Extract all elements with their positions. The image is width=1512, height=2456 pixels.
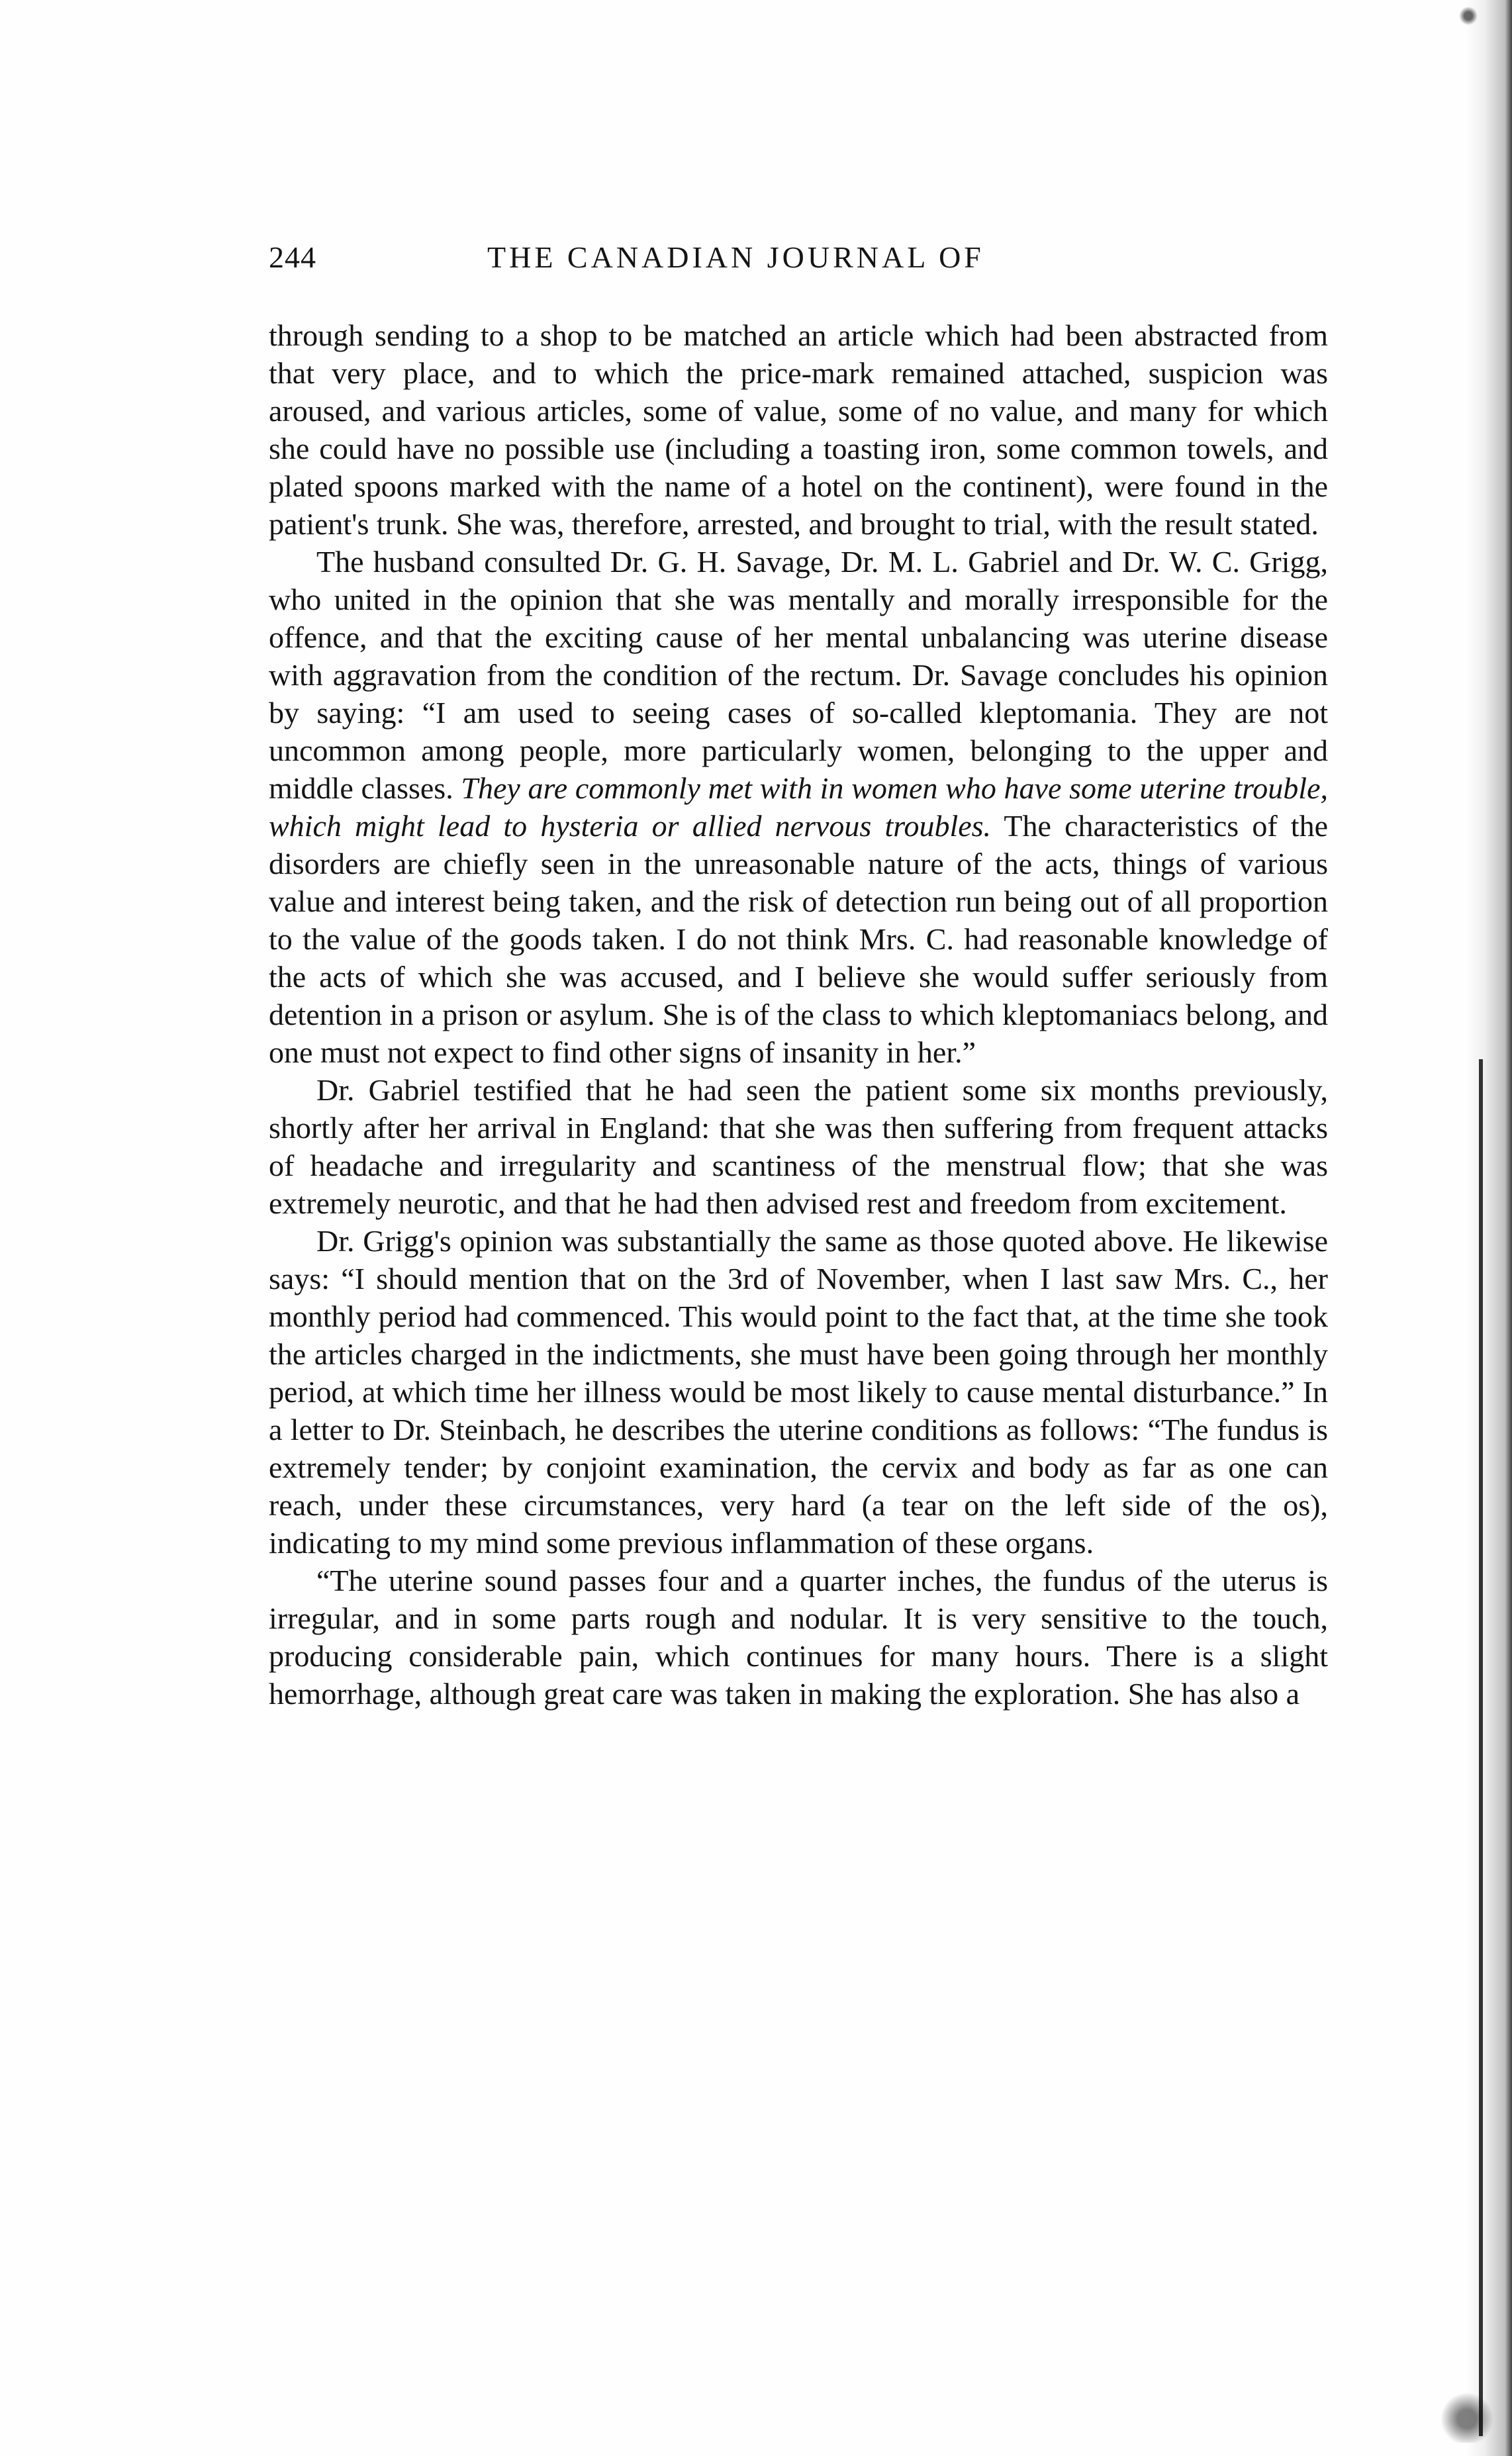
- paragraph-2: [269, 543, 1328, 1071]
- paragraph-1: through sending to a shop to be matched an article which had been abstracted from that very place, and to which the price-mark remained attached, suspicion was aroused, and various articles, some of value, some of no value, and many for which she could have no possible use (including a toasting iron, some common towels, and plated spoons marked with the name of a hotel on the continent), were found in the patient's trunk. She was, therefore, arrested, and brought to trial, with the result stated.: [269, 318, 1328, 541]
- paragraph-3: Dr. Gabriel testified that he had seen the patient some six months previously, shortly after her arrival in England: that she was then suffering from frequent attacks of headache and irregularity and scantiness of the menstrual flow; that she was extremely neurotic, and that he had then advised rest and freedom from excitement.: [269, 1073, 1328, 1220]
- page-header: [269, 240, 1341, 279]
- paragraph-5: “The uterine sound passes four and a quarter inches, the fundus of the uterus is irregular, and in some parts rough and nodular. It is very sensitive to the touch, producing considerable pain, which continues for many hours. There is a slight hemorrhage, although great care was taken in making the exploration. She has also a: [269, 1564, 1328, 1711]
- scan-speck-bottom: [1419, 2383, 1499, 2443]
- running-title: THE CANADIAN JOURNAL OF: [487, 240, 984, 274]
- scan-speck-top: [1452, 0, 1492, 40]
- paragraph-2-text-before-italic: The husband consulted Dr. G. H. Savage, Dr. M. L. Gabriel and Dr. W. C. Grigg, who united in the opinion that she was mentally and morally irresponsible for the offence, and that the exciting cause of her mental unbalancing was uterine disease with aggravation from the condition of the rectum. Dr. Savage concludes his opinion by saying: “I am used to seeing cases of so-called kleptomania. They are not uncommon among people, more particularly women, belonging to the upper and middle classes.: [269, 545, 1328, 805]
- paragraph-2-text-after-italic: The characteristics of the disorders are chiefly seen in the unreasonable nature of the acts, things of various value and interest being taken, and the risk of detection run being out of all proportion to the value of the goods taken. I do not think Mrs. C. had reasonable knowledge of the acts of which she was accused, and I believe she would suffer seriously from detention in a prison or asylum. She is of the class to which kleptomaniacs belong, and one must not expect to find other signs of insanity in her.”: [269, 809, 1329, 1069]
- paragraph-2-italic-text: They are commonly met with in women who have some uterine trouble, which might lead to hysteria or allied nervous troubles.: [269, 771, 1328, 843]
- page-edge-shadow: [1466, 0, 1512, 2456]
- page-number: 244: [269, 240, 316, 274]
- article-body: [269, 316, 1328, 1713]
- page-edge-line: [1479, 1059, 1483, 2436]
- paragraph-4: Dr. Grigg's opinion was substantially the same as those quoted above. He likewise says: “I should mention that on the 3rd of November, when I last saw Mrs. C., her monthly period had commenced. This would point to the fact that, at the time she took the articles charged in the indictments, she must have been going through her monthly period, at which time her illness would be most likely to cause mental disturbance.” In a letter to Dr. Steinbach, he describes the uterine conditions as follows: “The fundus is extremely tender; by conjoint examination, the cervix and body as far as one can reach, under these circumstances, very hard (a tear on the left side of the os), indicating to my mind some previous inflammation of these organs.: [269, 1224, 1328, 1560]
